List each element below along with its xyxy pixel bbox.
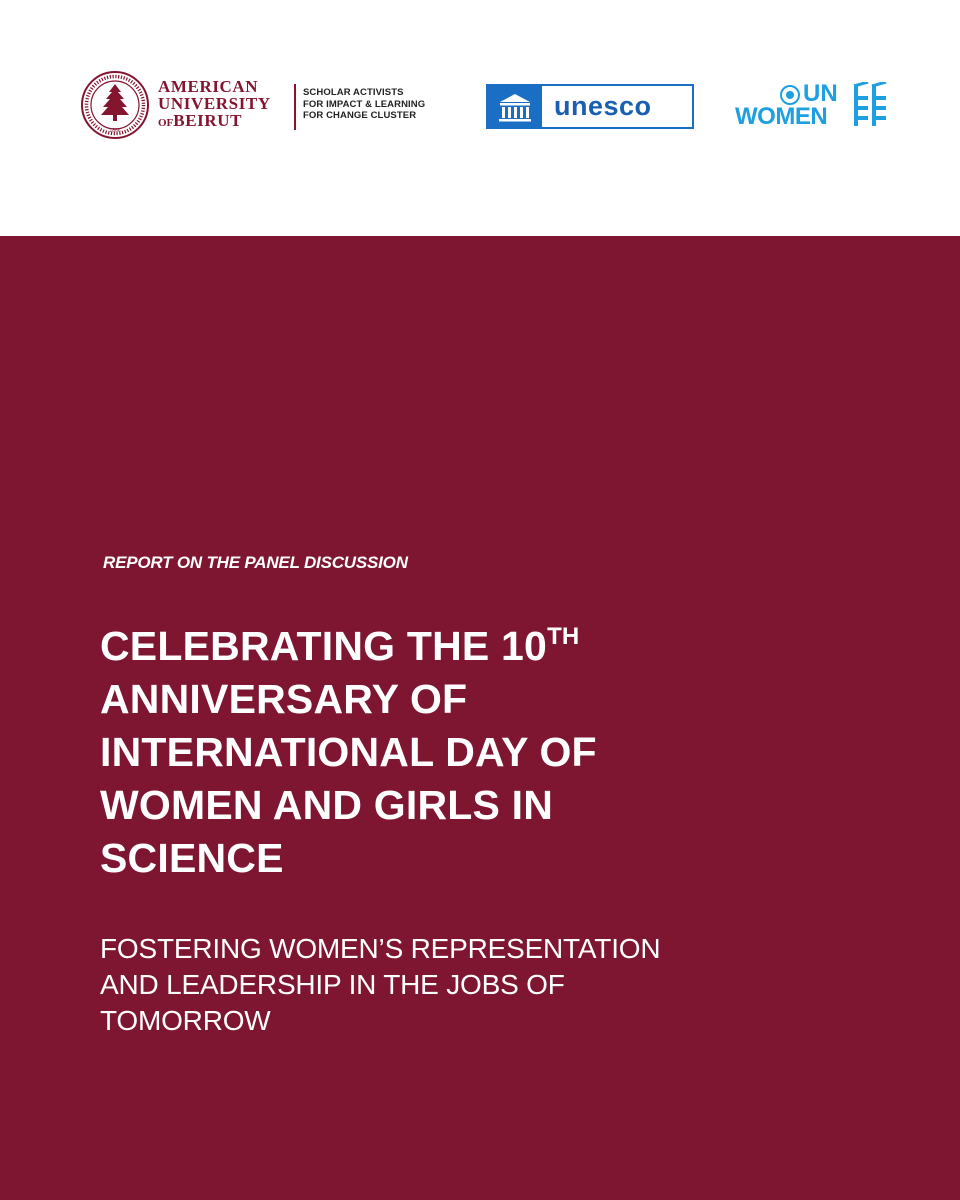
aub-of: OF [158, 117, 174, 129]
un-women-logo [735, 82, 890, 132]
unesco-logo [486, 84, 694, 129]
aub-line-2: UNIVERSITY [158, 94, 271, 113]
subtitle-line-2: AND LEADERSHIP IN THE JOBS OF [100, 969, 565, 1000]
report-kicker: REPORT ON THE PANEL DISCUSSION [103, 553, 408, 572]
report-title [100, 620, 597, 885]
unesco-wordmark: unesco [554, 91, 652, 121]
cluster-line-2: FOR IMPACT & LEARNING [303, 98, 426, 110]
title-line-1-text: CELEBRATING THE 10 [100, 623, 548, 669]
title-line-5: SCIENCE [100, 835, 284, 881]
seal-year: 1866 [109, 128, 121, 134]
logo-divider [294, 84, 296, 130]
title-line-3: INTERNATIONAL DAY OF [100, 729, 597, 775]
title-line-2: ANNIVERSARY OF [100, 676, 468, 722]
report-subtitle [100, 931, 660, 1039]
title-line-1 [100, 620, 597, 673]
cluster-name [303, 87, 425, 122]
temple-icon [488, 86, 542, 127]
title-line-4: WOMEN AND GIRLS IN [100, 782, 554, 828]
un-women-line-2: WOMEN [735, 103, 828, 130]
title-superscript: TH [547, 623, 580, 650]
un-women-equality-icon [850, 82, 890, 130]
aub-beirut: BEIRUT [173, 111, 243, 130]
aub-line-3 [158, 112, 271, 132]
cluster-line-1: SCHOLAR ACTIVISTS [303, 87, 404, 98]
subtitle-line-3: TOMORROW [100, 1005, 271, 1036]
un-women-line-1: UN [803, 80, 838, 107]
cluster-line-3: FOR CHANGE CLUSTER [303, 110, 417, 121]
aub-wordmark [158, 78, 271, 132]
aub-line-1: AMERICAN [158, 77, 259, 96]
subtitle-line-1: FOSTERING WOMEN’S REPRESENTATION [100, 933, 661, 964]
logo-header [0, 0, 960, 236]
aub-seal-logo [80, 70, 150, 140]
